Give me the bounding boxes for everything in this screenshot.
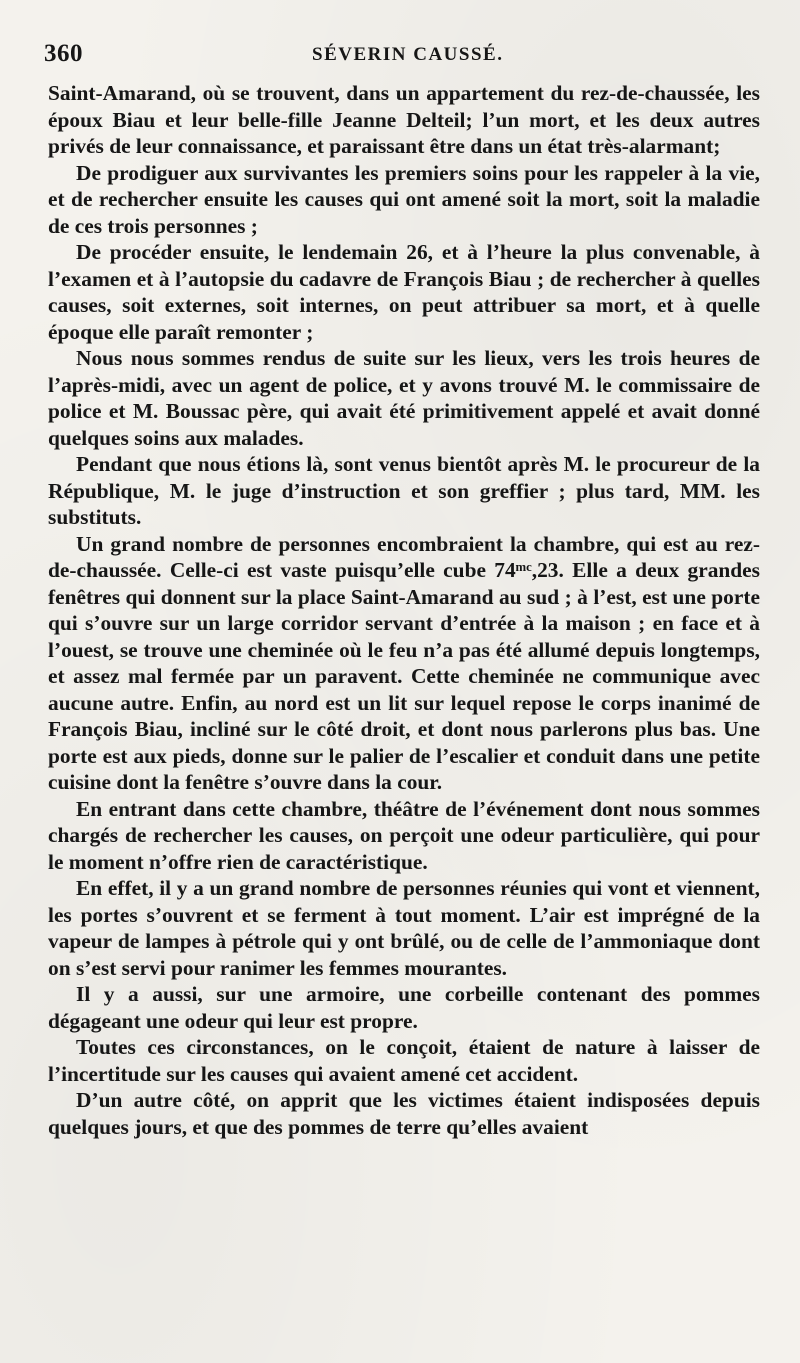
- paragraph: Nous nous sommes rendus de suite sur les lieux, vers les trois heures de l’après-midi, avec un agent de police, et y avons trouvé M. le commissaire de police et M. Boussac père, qui avait été primitivement appelé et avait donné quelques soins aux malades.: [48, 346, 760, 450]
- paragraph: Saint-Amarand, où se trouvent, dans un appartement du rez-de-chaussée, les époux Biau et leur belle-fille Jeanne Delteil; l’un mort, et les deux autres privés de leur connaissance, et paraissant être dans un état très-alarmant;: [48, 81, 760, 158]
- paragraph: Pendant que nous étions là, sont venus bientôt après M. le procureur de la République, M. le juge d’instruction et son greffier ; plus tard, MM. les substituts.: [48, 452, 760, 529]
- paragraph: Toutes ces circonstances, on le conçoit, étaient de nature à laisser de l’incertitude sur les causes qui avaient amené cet accident.: [48, 1035, 760, 1086]
- body-text: [48, 80, 760, 1140]
- paragraph: Un grand nombre de personnes encombraient la chambre, qui est au rez-de-chaussée. Celle-ci est vaste puisqu’elle cube 74ᵐᶜ,23. Elle a deux grandes fenêtres qui donnent sur la place Saint-Amarand au sud ; à l’est, est une porte qui s’ouvre sur un large corridor servant d’entrée à la maison ; en face et à l’ouest, se trouve une cheminée où le feu n’a pas été allumé depuis longtemps, et assez mal fermée par un paravent. Cette cheminée ne communique avec aucune autre. Enfin, au nord est un lit sur lequel repose le corps inanimé de François Biau, incliné sur le côté droit, et dont nous parlerons plus bas. Une porte est aux pieds, donne sur le palier de l’escalier et conduit dans une petite cuisine dont la fenêtre s’ouvre dans la cour.: [48, 531, 760, 794]
- paragraph: De procéder ensuite, le lendemain 26, et à l’heure la plus convenable, à l’examen et à l’autopsie du cadavre de François Biau ; de rechercher à quelles causes, soit externes, soit internes, on peut attribuer sa mort, et à quelle époque elle paraît remonter ;: [48, 240, 760, 344]
- paragraph: En effet, il y a un grand nombre de personnes réunies qui vont et viennent, les portes s’ouvrent et se ferment à tout moment. L’air est imprégné de la vapeur de lampes à pétrole qui y ont brûlé, ou de celle de l’ammoniaque dont on s’est servi pour ranimer les femmes mourantes.: [48, 876, 760, 980]
- paragraph: D’un autre côté, on apprit que les victimes étaient indisposées depuis quelques jours, et que des pommes de terre qu’elles avaient: [48, 1088, 760, 1139]
- page-number: 360: [44, 40, 83, 67]
- page-header: [44, 40, 764, 76]
- paragraph: De prodiguer aux survivantes les premiers soins pour les rappeler à la vie, et de rechercher ensuite les causes qui ont amené soit la mort, soit la maladie de ces trois personnes ;: [48, 160, 760, 238]
- paragraph: Il y a aussi, sur une armoire, une corbeille contenant des pommes dégageant une odeur qui leur est propre.: [48, 982, 760, 1033]
- paragraph: En entrant dans cette chambre, théâtre de l’événement dont nous sommes chargés de rechercher les causes, on perçoit une odeur particulière, qui pour le moment n’offre rien de caractéristique.: [48, 796, 760, 874]
- running-head: SÉVERIN CAUSSÉ.: [312, 44, 504, 65]
